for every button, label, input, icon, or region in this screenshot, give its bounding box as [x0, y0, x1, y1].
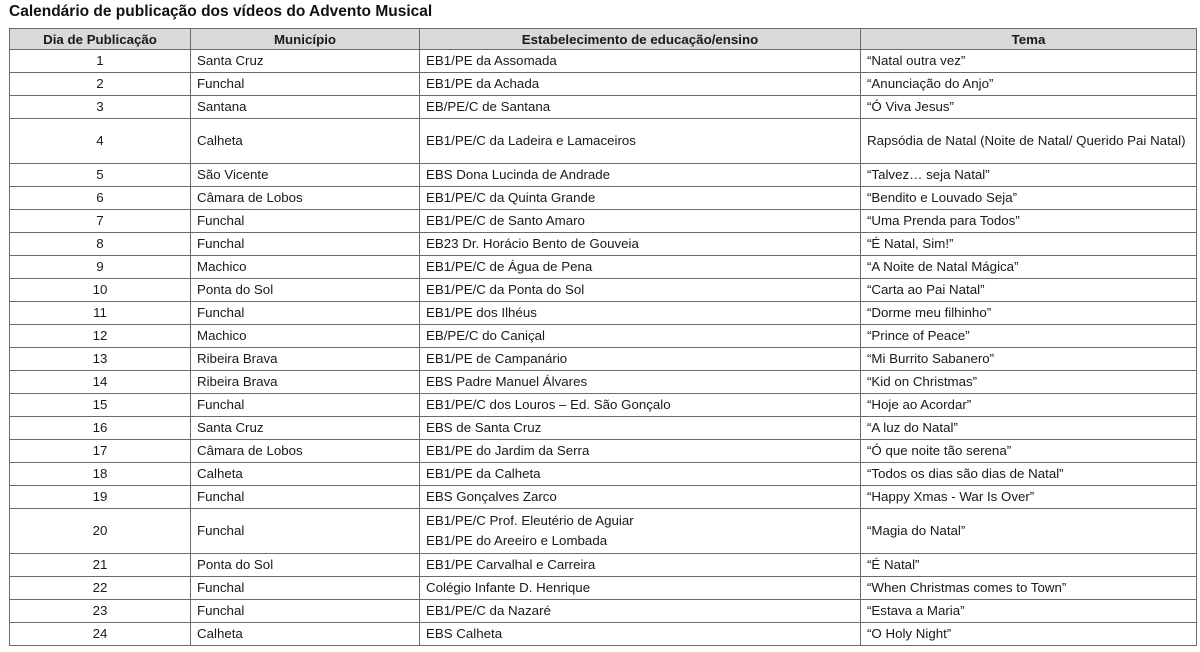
school-name: EB1/PE Carvalhal e Carreira: [426, 557, 596, 572]
school-name: EB1/PE do Areeiro e Lombada: [426, 533, 608, 548]
theme-cell: “Bendito e Louvado Seja”: [861, 187, 1197, 210]
day-cell: 9: [10, 256, 191, 279]
school-name: EB1/PE do Jardim da Serra: [426, 443, 590, 458]
table-row: [10, 417, 1197, 440]
school-name: EB1/PE/C da Nazaré: [426, 603, 551, 618]
school-cell: [420, 325, 861, 348]
school-name: EBS de Santa Cruz: [426, 420, 542, 435]
table-row: [10, 119, 1197, 164]
school-cell: [420, 577, 861, 600]
municipality-cell: São Vicente: [191, 164, 420, 187]
school-cell: [420, 417, 861, 440]
theme-cell: “Mi Burrito Sabanero”: [861, 348, 1197, 371]
municipality-cell: Santa Cruz: [191, 50, 420, 73]
theme-cell: “Ó Viva Jesus”: [861, 96, 1197, 119]
day-cell: 6: [10, 187, 191, 210]
table-row: [10, 187, 1197, 210]
table-row: [10, 325, 1197, 348]
table-body: [10, 50, 1197, 646]
table-row: [10, 256, 1197, 279]
day-cell: 15: [10, 394, 191, 417]
publication-schedule-table: [9, 28, 1197, 646]
table-row: [10, 463, 1197, 486]
school-name: EB1/PE da Assomada: [426, 53, 557, 68]
theme-cell: “A luz do Natal”: [861, 417, 1197, 440]
municipality-cell: Machico: [191, 256, 420, 279]
document-title: Calendário de publicação dos vídeos do Advento Musical: [9, 3, 433, 20]
table-row: [10, 348, 1197, 371]
municipality-cell: Santana: [191, 96, 420, 119]
theme-cell: “Magia do Natal”: [861, 509, 1197, 554]
table-row: [10, 73, 1197, 96]
theme-cell: “A Noite de Natal Mágica”: [861, 256, 1197, 279]
school-cell: [420, 210, 861, 233]
theme-cell: “Ó que noite tão serena”: [861, 440, 1197, 463]
school-cell: [420, 600, 861, 623]
table-row: [10, 164, 1197, 187]
table-row: [10, 623, 1197, 646]
school-name: EB1/PE/C da Ladeira e Lamaceiros: [426, 133, 636, 148]
school-name: EB1/PE de Campanário: [426, 351, 568, 366]
school-name: EBS Dona Lucinda de Andrade: [426, 167, 611, 182]
municipality-cell: Calheta: [191, 463, 420, 486]
day-cell: 18: [10, 463, 191, 486]
municipality-cell: Funchal: [191, 600, 420, 623]
day-cell: 16: [10, 417, 191, 440]
school-cell: [420, 623, 861, 646]
school-cell: [420, 50, 861, 73]
school-name: EB1/PE/C dos Louros – Ed. São Gonçalo: [426, 397, 671, 412]
theme-cell: “Hoje ao Acordar”: [861, 394, 1197, 417]
school-cell: [420, 463, 861, 486]
table-row: [10, 302, 1197, 325]
table-row: [10, 96, 1197, 119]
table-row: [10, 371, 1197, 394]
school-cell: [420, 302, 861, 325]
school-cell: [420, 119, 861, 164]
theme-cell: “Estava a Maria”: [861, 600, 1197, 623]
school-name: EBS Padre Manuel Álvares: [426, 374, 588, 389]
theme-cell: “Talvez… seja Natal”: [861, 164, 1197, 187]
school-name: Colégio Infante D. Henrique: [426, 580, 591, 595]
school-name: EB23 Dr. Horácio Bento de Gouveia: [426, 236, 639, 251]
table-row: [10, 577, 1197, 600]
header-day: Dia de Publicação: [10, 29, 191, 50]
day-cell: 14: [10, 371, 191, 394]
table-row: [10, 210, 1197, 233]
table-row: [10, 394, 1197, 417]
school-cell: [420, 554, 861, 577]
theme-cell: “Prince of Peace”: [861, 325, 1197, 348]
theme-cell: “Uma Prenda para Todos”: [861, 210, 1197, 233]
table-row: [10, 279, 1197, 302]
day-cell: 21: [10, 554, 191, 577]
municipality-cell: Funchal: [191, 394, 420, 417]
school-name: EB1/PE da Achada: [426, 76, 540, 91]
day-cell: 5: [10, 164, 191, 187]
header-municipality: Município: [191, 29, 420, 50]
school-name: EB1/PE/C de Água de Pena: [426, 259, 593, 274]
school-cell: [420, 73, 861, 96]
theme-cell: “Todos os dias são dias de Natal”: [861, 463, 1197, 486]
day-cell: 2: [10, 73, 191, 96]
header-school: Estabelecimento de educação/ensino: [420, 29, 861, 50]
day-cell: 17: [10, 440, 191, 463]
school-name: EB/PE/C de Santana: [426, 99, 551, 114]
municipality-cell: Ponta do Sol: [191, 279, 420, 302]
municipality-cell: Santa Cruz: [191, 417, 420, 440]
table-row: [10, 440, 1197, 463]
school-name: EB1/PE/C Prof. Eleutério de Aguiar: [426, 513, 634, 528]
day-cell: 13: [10, 348, 191, 371]
school-cell: [420, 164, 861, 187]
school-cell: [420, 233, 861, 256]
school-cell: [420, 96, 861, 119]
theme-cell: “Anunciação do Anjo”: [861, 73, 1197, 96]
school-cell: [420, 486, 861, 509]
table-row: [10, 233, 1197, 256]
municipality-cell: Ribeira Brava: [191, 348, 420, 371]
day-cell: 12: [10, 325, 191, 348]
day-cell: 19: [10, 486, 191, 509]
municipality-cell: Funchal: [191, 302, 420, 325]
school-name: EBS Gonçalves Zarco: [426, 489, 557, 504]
municipality-cell: Câmara de Lobos: [191, 440, 420, 463]
school-name: EB1/PE da Calheta: [426, 466, 541, 481]
theme-cell: “Natal outra vez”: [861, 50, 1197, 73]
school-cell: [420, 256, 861, 279]
theme-cell: “Kid on Christmas”: [861, 371, 1197, 394]
school-name: EB1/PE/C de Santo Amaro: [426, 213, 585, 228]
school-cell: [420, 187, 861, 210]
table-row: [10, 509, 1197, 554]
municipality-cell: Funchal: [191, 233, 420, 256]
school-name: EB1/PE dos Ilhéus: [426, 305, 537, 320]
table-header-row: [10, 29, 1197, 50]
day-cell: 4: [10, 119, 191, 164]
municipality-cell: Funchal: [191, 509, 420, 554]
day-cell: 3: [10, 96, 191, 119]
theme-cell: “É Natal, Sim!”: [861, 233, 1197, 256]
day-cell: 24: [10, 623, 191, 646]
school-cell: [420, 279, 861, 302]
table-row: [10, 554, 1197, 577]
table-row: [10, 486, 1197, 509]
theme-cell: “O Holy Night”: [861, 623, 1197, 646]
municipality-cell: Ponta do Sol: [191, 554, 420, 577]
municipality-cell: Calheta: [191, 623, 420, 646]
municipality-cell: Funchal: [191, 486, 420, 509]
school-cell: [420, 348, 861, 371]
day-cell: 8: [10, 233, 191, 256]
school-name: EBS Calheta: [426, 626, 503, 641]
header-theme: Tema: [861, 29, 1197, 50]
municipality-cell: Ribeira Brava: [191, 371, 420, 394]
table-row: [10, 50, 1197, 73]
school-cell: [420, 394, 861, 417]
theme-cell: “Happy Xmas - War Is Over”: [861, 486, 1197, 509]
theme-cell: Rapsódia de Natal (Noite de Natal/ Querido Pai Natal): [861, 119, 1197, 164]
theme-cell: “Dorme meu filhinho”: [861, 302, 1197, 325]
theme-cell: “When Christmas comes to Town”: [861, 577, 1197, 600]
municipality-cell: Câmara de Lobos: [191, 187, 420, 210]
day-cell: 1: [10, 50, 191, 73]
day-cell: 20: [10, 509, 191, 554]
day-cell: 23: [10, 600, 191, 623]
municipality-cell: Calheta: [191, 119, 420, 164]
table-row: [10, 600, 1197, 623]
school-name: EB1/PE/C da Quinta Grande: [426, 190, 596, 205]
theme-cell: “É Natal”: [861, 554, 1197, 577]
school-name: EB/PE/C do Caniçal: [426, 328, 545, 343]
school-cell: [420, 509, 861, 554]
school-cell: [420, 371, 861, 394]
day-cell: 11: [10, 302, 191, 325]
municipality-cell: Funchal: [191, 577, 420, 600]
day-cell: 22: [10, 577, 191, 600]
school-cell: [420, 440, 861, 463]
theme-cell: “Carta ao Pai Natal”: [861, 279, 1197, 302]
day-cell: 10: [10, 279, 191, 302]
municipality-cell: Funchal: [191, 210, 420, 233]
municipality-cell: Machico: [191, 325, 420, 348]
school-name: EB1/PE/C da Ponta do Sol: [426, 282, 585, 297]
municipality-cell: Funchal: [191, 73, 420, 96]
day-cell: 7: [10, 210, 191, 233]
